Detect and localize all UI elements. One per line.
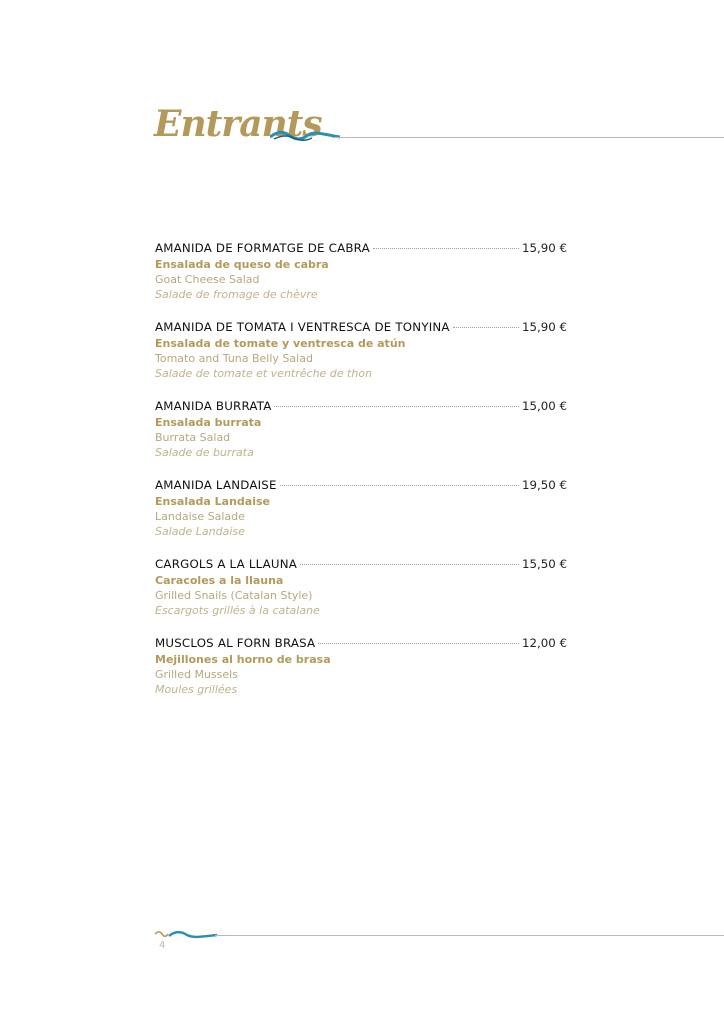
dot-leader (274, 406, 518, 407)
item-name: MUSCLOS AL FORN BRASA (155, 636, 316, 650)
header-divider (332, 137, 724, 138)
section-title: Entrants (154, 103, 322, 145)
item-name-english: Tomato and Tuna Belly Salad (155, 352, 313, 365)
item-name-english: Goat Cheese Salad (155, 273, 260, 286)
wave-ornament-icon (270, 126, 340, 142)
menu-list (155, 241, 567, 715)
item-name-spanish: Mejillones al horno de brasa (155, 653, 331, 666)
menu-item (155, 241, 567, 302)
item-name-french: Salade de tomate et ventrêche de thon (155, 367, 373, 380)
item-name-spanish: Ensalada de queso de cabra (155, 258, 329, 271)
menu-item (155, 320, 567, 381)
item-name-spanish: Caracoles a la llauna (155, 574, 284, 587)
item-name: AMANIDA DE TOMATA I VENTRESCA DE TONYINA (155, 320, 450, 334)
item-name-spanish: Ensalada Landaise (155, 495, 270, 508)
item-name-english: Burrata Salad (155, 431, 231, 444)
item-name-french: Salade de burrata (155, 446, 254, 459)
dot-leader (300, 564, 519, 565)
menu-item (155, 636, 567, 697)
item-price: 12,00 € (521, 636, 567, 650)
item-price: 15,90 € (521, 320, 567, 334)
item-name-spanish: Ensalada de tomate y ventresca de atún (155, 337, 406, 350)
item-price: 15,50 € (521, 557, 567, 571)
section-header (152, 100, 724, 150)
menu-item (155, 557, 567, 618)
page-number: 4 (159, 940, 166, 951)
item-name: CARGOLS A LA LLAUNA (155, 557, 298, 571)
item-name-english: Grilled Mussels (155, 668, 238, 681)
dot-leader (373, 248, 519, 249)
item-name-french: Moules grillées (155, 683, 238, 696)
item-name-english: Landaise Salade (155, 510, 245, 523)
footer-divider (215, 935, 724, 936)
menu-item (155, 399, 567, 460)
dot-leader (280, 485, 519, 486)
item-name-english: Grilled Snails (Catalan Style) (155, 589, 313, 602)
item-name-french: Salade de fromage de chèvre (155, 288, 318, 301)
item-price: 15,00 € (521, 399, 567, 413)
menu-item (155, 478, 567, 539)
item-name-french: Escargots grillés à la catalane (155, 604, 320, 617)
dot-leader (318, 643, 519, 644)
item-name-french: Salade Landaise (155, 525, 245, 538)
footer-wave-icon (155, 928, 217, 940)
item-name: AMANIDA DE FORMATGE DE CABRA (155, 241, 370, 255)
item-name: AMANIDA BURRATA (155, 399, 272, 413)
dot-leader (453, 327, 519, 328)
item-name: AMANIDA LANDAISE (155, 478, 277, 492)
item-price: 15,90 € (521, 241, 567, 255)
page-footer (155, 925, 724, 965)
item-name-spanish: Ensalada burrata (155, 416, 262, 429)
item-price: 19,50 € (521, 478, 567, 492)
